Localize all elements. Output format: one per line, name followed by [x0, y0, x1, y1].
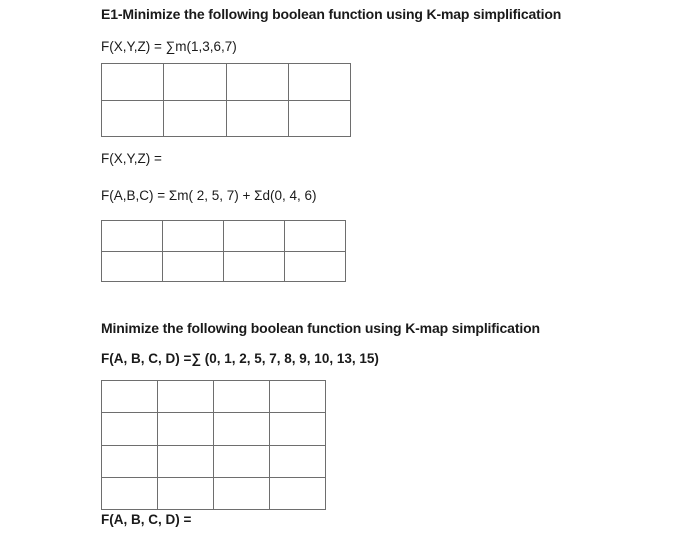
kmap-cell [102, 381, 158, 413]
kmap-cell [285, 221, 346, 252]
kmap-cell [102, 251, 163, 282]
function-abc: F(A,B,C) = Σm( 2, 5, 7) + Σd(0, 4, 6) [101, 188, 317, 203]
kmap-cell [214, 445, 270, 477]
kmap-cell [214, 381, 270, 413]
kmap-3-variable-abc [101, 220, 346, 282]
kmap-cell [226, 64, 288, 101]
kmap-cell [224, 251, 285, 282]
kmap-row [102, 477, 326, 509]
exercise-2-heading: Minimize the following boolean function using K-map simplification [101, 320, 540, 336]
kmap-cell [224, 221, 285, 252]
kmap-cell [158, 477, 214, 509]
kmap-cell [158, 413, 214, 445]
function-xyz: F(X,Y,Z) = ∑m(1,3,6,7) [101, 39, 237, 54]
kmap-cell [163, 221, 224, 252]
kmap-cell [163, 251, 224, 282]
kmap-row [102, 381, 326, 413]
kmap-cell [102, 64, 164, 101]
kmap-cell [270, 445, 326, 477]
kmap-cell [270, 413, 326, 445]
kmap-cell [102, 445, 158, 477]
kmap-cell [226, 100, 288, 137]
kmap-cell [214, 477, 270, 509]
kmap-row [102, 251, 346, 282]
answer-xyz: F(X,Y,Z) = [101, 151, 162, 166]
function-abcd: F(A, B, C, D) =∑ (0, 1, 2, 5, 7, 8, 9, 10, 13, 15) [101, 351, 379, 366]
kmap-cell [102, 413, 158, 445]
answer-abcd: F(A, B, C, D) = [101, 512, 192, 527]
kmap-cell [288, 100, 350, 137]
kmap-cell [270, 477, 326, 509]
kmap-row [102, 100, 351, 137]
kmap-row [102, 413, 326, 445]
kmap-cell [164, 64, 226, 101]
kmap-cell [158, 381, 214, 413]
kmap-cell [102, 477, 158, 509]
kmap-cell [288, 64, 350, 101]
exercise-1-heading: E1-Minimize the following boolean function using K-map simplification [101, 6, 562, 22]
kmap-cell [270, 381, 326, 413]
kmap-row [102, 64, 351, 101]
kmap-3-variable-xyz [101, 63, 351, 137]
kmap-cell [158, 445, 214, 477]
kmap-row [102, 445, 326, 477]
kmap-row [102, 221, 346, 252]
kmap-cell [214, 413, 270, 445]
kmap-cell [102, 100, 164, 137]
kmap-cell [102, 221, 163, 252]
kmap-cell [164, 100, 226, 137]
kmap-4-variable-abcd [101, 380, 326, 510]
kmap-cell [285, 251, 346, 282]
